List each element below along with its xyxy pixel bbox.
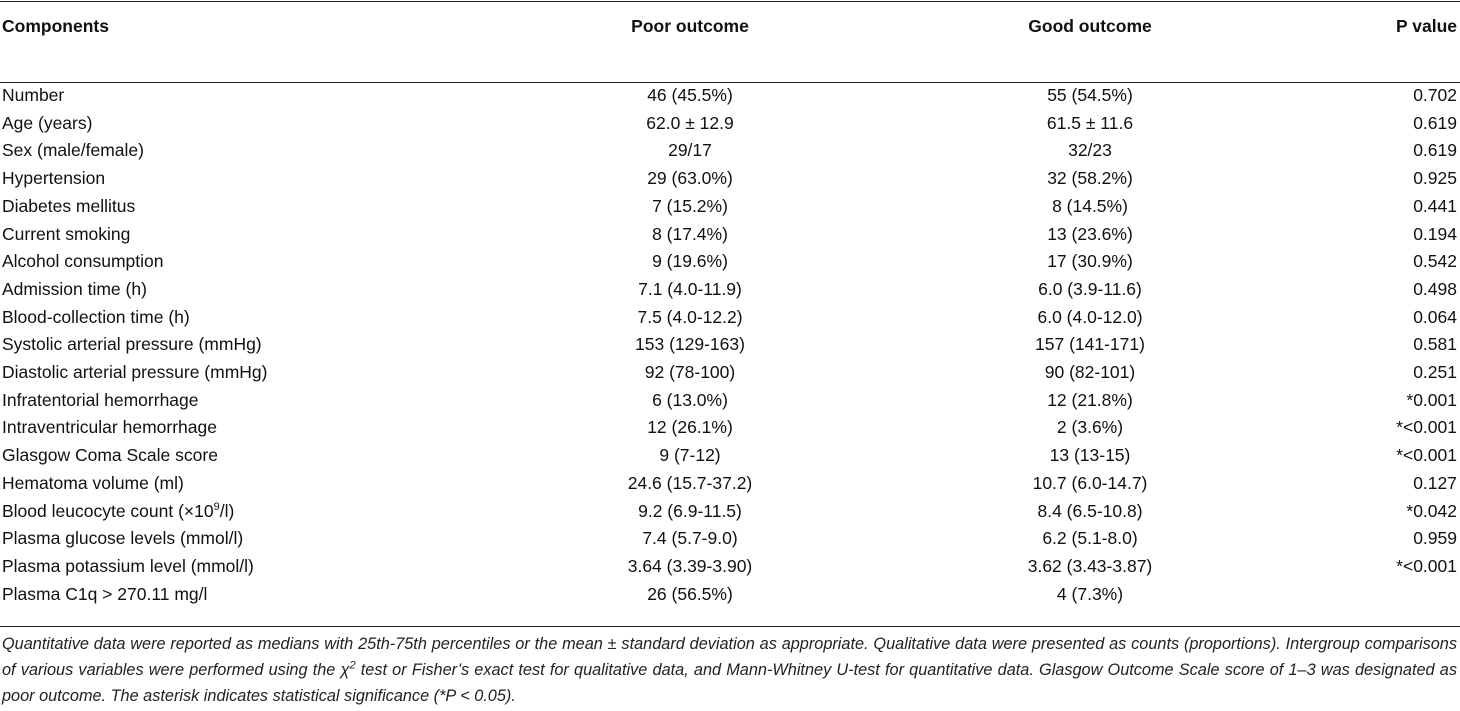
table-row [0, 248, 1460, 276]
table-row [0, 387, 1460, 415]
cell-good-outcome: 55 (54.5%) [1047, 85, 1133, 105]
cell-p-value: 0.498 [1413, 278, 1457, 299]
cell-poor-outcome: 62.0 ± 12.9 [646, 112, 734, 133]
table-row [0, 525, 1460, 553]
table-row [0, 276, 1460, 304]
cell-p-value: 0.064 [1413, 306, 1457, 327]
cell-poor-outcome: 153 (129-163) [635, 334, 745, 355]
chi-symbol: χ [340, 661, 350, 679]
row-label: Infratentorial hemorrhage [2, 389, 199, 410]
header-p-value: P value [1396, 15, 1457, 36]
cell-poor-outcome: 9 (19.6%) [652, 251, 728, 272]
row-label: Systolic arterial pressure (mmHg) [2, 334, 262, 355]
cell-good-outcome: 2 (3.6%) [1056, 417, 1124, 438]
cell-good-outcome: 12 (21.8%) [1047, 389, 1133, 410]
table-row [0, 193, 1460, 221]
row-label: Intraventricular hemorrhage [2, 417, 217, 438]
cell-poor-outcome: 29 (63.0%) [647, 168, 733, 189]
cell-p-value: 0.441 [1413, 195, 1457, 216]
table-header-row [0, 0, 1460, 52]
row-label-superscript: 9 [213, 500, 220, 513]
row-label: Admission time (h) [2, 278, 147, 299]
table-row [0, 581, 1460, 609]
row-label: Glasgow Coma Scale score [2, 445, 218, 466]
row-label: Plasma C1q > 270.11 mg/l [2, 583, 208, 604]
table-row [0, 331, 1460, 359]
table-row [0, 359, 1460, 387]
table-row [0, 442, 1460, 470]
row-label: Number [2, 85, 65, 105]
table-row [0, 304, 1460, 332]
row-label: Sex (male/female) [2, 140, 144, 161]
row-label: Diabetes mellitus [2, 195, 136, 216]
cell-good-outcome: 90 (82-101) [1044, 362, 1136, 383]
cell-good-outcome: 13 (23.6%) [1047, 223, 1133, 244]
cell-p-value: 0.194 [1413, 223, 1457, 244]
table-footnote [2, 631, 1457, 709]
cell-p-value: *0.001 [1406, 389, 1457, 410]
cell-good-outcome: 8.4 (6.5-10.8) [1037, 500, 1143, 521]
cell-good-outcome: 3.62 (3.43-3.87) [1027, 555, 1153, 576]
cell-p-value: 0.251 [1413, 362, 1457, 383]
row-label: Plasma glucose levels (mmol/l) [2, 528, 244, 549]
footnote-line-1: Quantitative data were reported as medians with 25th-75th percentiles or the mean ± standard deviation as appropriate. Qualitative data were presented as counts (proportions). [2, 635, 1281, 653]
cell-poor-outcome: 7.1 (4.0-11.9) [638, 278, 742, 299]
cell-p-value [1290, 581, 1460, 609]
row-label: Age (years) [2, 112, 93, 133]
bottom-rule [0, 626, 1460, 627]
row-label: Alcohol consumption [2, 251, 164, 272]
footnote-line-3: Scale score of 1–3 was designated as poor outcome. The asterisk indicates statistical significance (*P < 0.05). [2, 661, 1457, 705]
cell-p-value: 0.127 [1413, 472, 1457, 493]
cell-p-value: *0.042 [1406, 500, 1457, 521]
cell-p-value: 0.619 [1413, 112, 1457, 133]
cell-good-outcome: 8 (14.5%) [1052, 195, 1128, 216]
table-row [0, 221, 1460, 249]
cell-good-outcome: 61.5 ± 11.6 [1046, 112, 1134, 133]
cell-good-outcome: 4 (7.3%) [1056, 583, 1124, 604]
cell-good-outcome: 13 (13-15) [1049, 445, 1131, 466]
footnote-line-2-post: test or Fisher’s exact test for qualitative data, and Mann-Whitney U-test for quantitative data. Glasgow Outcome [355, 661, 1174, 679]
cell-poor-outcome: 46 (45.5%) [647, 85, 733, 105]
row-label: Diastolic arterial pressure (mmHg) [2, 362, 268, 383]
table-row [0, 165, 1460, 193]
cell-p-value: *<0.001 [1396, 445, 1457, 466]
footnote-line-2-pre: Intergroup comparisons of various variables were performed using the [2, 635, 1457, 679]
table-row [0, 553, 1460, 581]
cell-good-outcome: 6.2 (5.1-8.0) [1042, 528, 1138, 549]
cell-poor-outcome: 12 (26.1%) [647, 417, 733, 438]
cell-poor-outcome: 26 (56.5%) [647, 583, 733, 604]
row-label [0, 498, 490, 526]
cell-poor-outcome: 6 (13.0%) [652, 389, 728, 410]
cell-p-value: *<0.001 [1396, 555, 1457, 576]
table-row [0, 414, 1460, 442]
cell-poor-outcome: 7.4 (5.7-9.0) [642, 528, 738, 549]
cell-good-outcome: 6.0 (3.9-11.6) [1038, 278, 1142, 299]
cell-p-value: 0.925 [1413, 168, 1457, 189]
table-row [0, 470, 1460, 498]
header-good-outcome: Good outcome [1028, 15, 1152, 36]
cell-poor-outcome: 7 (15.2%) [652, 195, 728, 216]
cell-poor-outcome: 7.5 (4.0-12.2) [637, 306, 743, 327]
cell-poor-outcome: 92 (78-100) [644, 362, 736, 383]
cell-poor-outcome: 9 (7-12) [659, 445, 721, 466]
table-row [0, 110, 1460, 138]
cell-p-value: *<0.001 [1396, 417, 1457, 438]
table-body [0, 82, 1460, 608]
cell-good-outcome: 10.7 (6.0-14.7) [1032, 472, 1148, 493]
cell-poor-outcome: 9.2 (6.9-11.5) [638, 500, 742, 521]
cell-good-outcome: 6.0 (4.0-12.0) [1037, 306, 1143, 327]
cell-poor-outcome: 3.64 (3.39-3.90) [627, 555, 753, 576]
cell-p-value: 0.542 [1413, 251, 1457, 272]
table-row [0, 498, 1460, 526]
header-poor-outcome: Poor outcome [631, 15, 749, 36]
row-label-post: /l) [219, 500, 235, 521]
row-label: Plasma potassium level (mmol/l) [2, 555, 254, 576]
cell-good-outcome: 32 (58.2%) [1047, 168, 1133, 189]
header-components: Components [2, 15, 109, 36]
row-label: Current smoking [2, 223, 131, 244]
row-label-pre: Blood leucocyte count (×10 [2, 500, 214, 521]
cell-poor-outcome: 24.6 (15.7-37.2) [627, 472, 753, 493]
chi-superscript: 2 [349, 659, 356, 672]
cell-poor-outcome: 8 (17.4%) [652, 223, 728, 244]
cell-good-outcome: 157 (141-171) [1035, 334, 1145, 355]
cell-good-outcome: 32/23 [1068, 140, 1112, 161]
row-label: Blood-collection time (h) [2, 306, 190, 327]
table-row [0, 137, 1460, 165]
table-row [0, 82, 1460, 110]
row-label: Hematoma volume (ml) [2, 472, 184, 493]
row-label: Hypertension [2, 168, 106, 189]
cell-p-value: 0.702 [1413, 85, 1457, 105]
cell-poor-outcome: 29/17 [668, 140, 712, 161]
cell-p-value: 0.959 [1413, 528, 1457, 549]
cell-p-value: 0.581 [1413, 334, 1457, 355]
cell-good-outcome: 17 (30.9%) [1047, 251, 1133, 272]
cell-p-value: 0.619 [1413, 140, 1457, 161]
